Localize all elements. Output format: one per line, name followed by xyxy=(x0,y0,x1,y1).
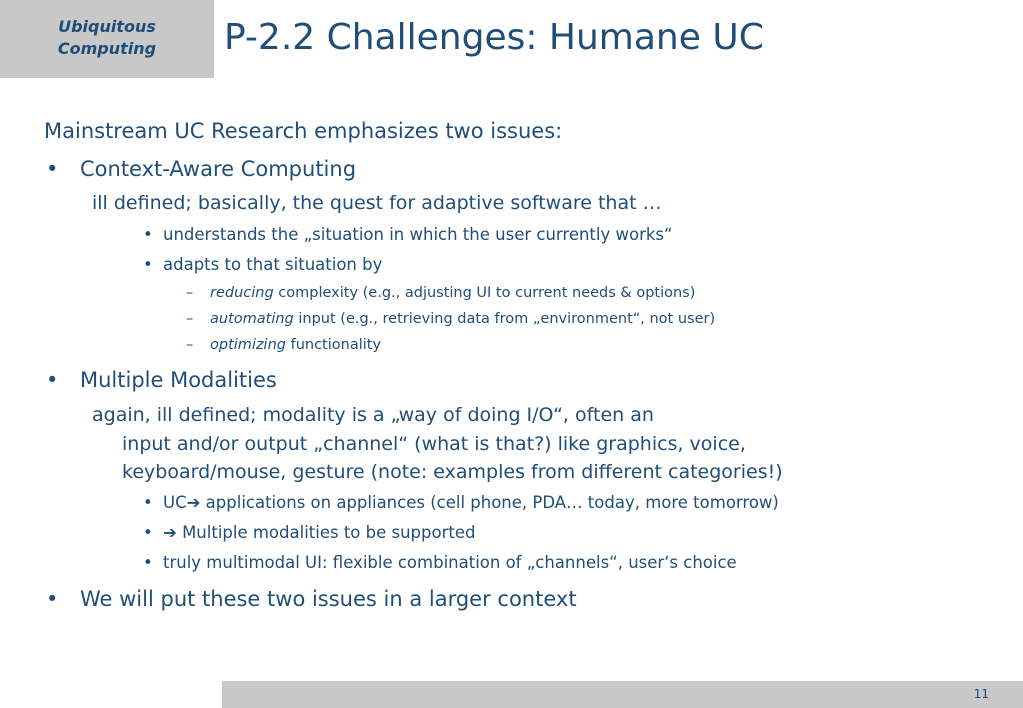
uc-text: UC xyxy=(163,493,187,512)
sub-point-adapts: adapts to that situation by xyxy=(163,255,383,274)
sub-point-multimodal-ui: truly multimodal UI: flexible combination of „channels“, user‘s choice xyxy=(163,553,737,572)
emphasis-automating: automating xyxy=(210,311,294,327)
course-label-line1: Ubiquitous xyxy=(58,17,156,36)
sub-point-uc-appliances xyxy=(163,492,779,514)
course-label-line2: Computing xyxy=(57,39,157,58)
sub-bullet-marker: • xyxy=(143,255,153,274)
intro-text: Mainstream UC Research emphasizes two issues: xyxy=(44,119,563,143)
sub-bullet-marker: • xyxy=(143,493,153,512)
slide-title: P-2.2 Challenges: Humane UC xyxy=(224,17,764,58)
modalities-description-line2: input and/or output „channel“ (what is that?) like graphics, voice, xyxy=(122,433,746,455)
bullet-marker: • xyxy=(46,587,59,611)
section-heading-context-aware: Context-Aware Computing xyxy=(80,157,357,181)
emphasis-optimizing: optimizing xyxy=(210,337,286,353)
sub-point-understands: understands the „situation in which the user currently works“ xyxy=(163,225,673,244)
bullet-marker: • xyxy=(46,157,59,181)
sub-point-multiple-modalities xyxy=(163,522,475,544)
right-arrow-icon: ➔ xyxy=(163,523,177,542)
sub-bullet-marker: • xyxy=(143,553,153,572)
dash-marker: – xyxy=(186,311,194,327)
dash-point-automating xyxy=(210,309,715,329)
sub-bullet-marker: • xyxy=(143,225,153,244)
bullet-marker: • xyxy=(46,368,59,392)
modalities-description-line3: keyboard/mouse, gesture (note: examples from different categories!) xyxy=(122,461,783,483)
dash-marker: – xyxy=(186,285,194,301)
modalities-supported-text: Multiple modalities to be supported xyxy=(176,523,476,542)
dash-point-reducing xyxy=(210,283,695,303)
dash-text: input (e.g., retrieving data from „environment“, not user) xyxy=(293,311,716,327)
modalities-description-line1: again, ill defined; modality is a „way of doing I/O“, often an xyxy=(92,404,654,426)
sub-bullet-marker: • xyxy=(143,523,153,542)
dash-text: functionality xyxy=(285,337,382,353)
dash-text: complexity (e.g., adjusting UI to current needs & options) xyxy=(273,285,696,301)
dash-point-optimizing xyxy=(210,335,381,355)
closing-statement: We will put these two issues in a larger context xyxy=(80,587,577,611)
right-arrow-icon: ➔ xyxy=(186,493,201,512)
emphasis-reducing: reducing xyxy=(210,285,274,301)
page-number: 11 xyxy=(973,687,989,701)
section-heading-multiple-modalities: Multiple Modalities xyxy=(80,368,277,392)
context-aware-description: ill defined; basically, the quest for adaptive software that … xyxy=(92,192,662,214)
dash-marker: – xyxy=(186,337,194,353)
footer-bar xyxy=(222,681,1023,708)
appliances-text: applications on appliances (cell phone, PDA… today, more tomorrow) xyxy=(200,493,779,512)
